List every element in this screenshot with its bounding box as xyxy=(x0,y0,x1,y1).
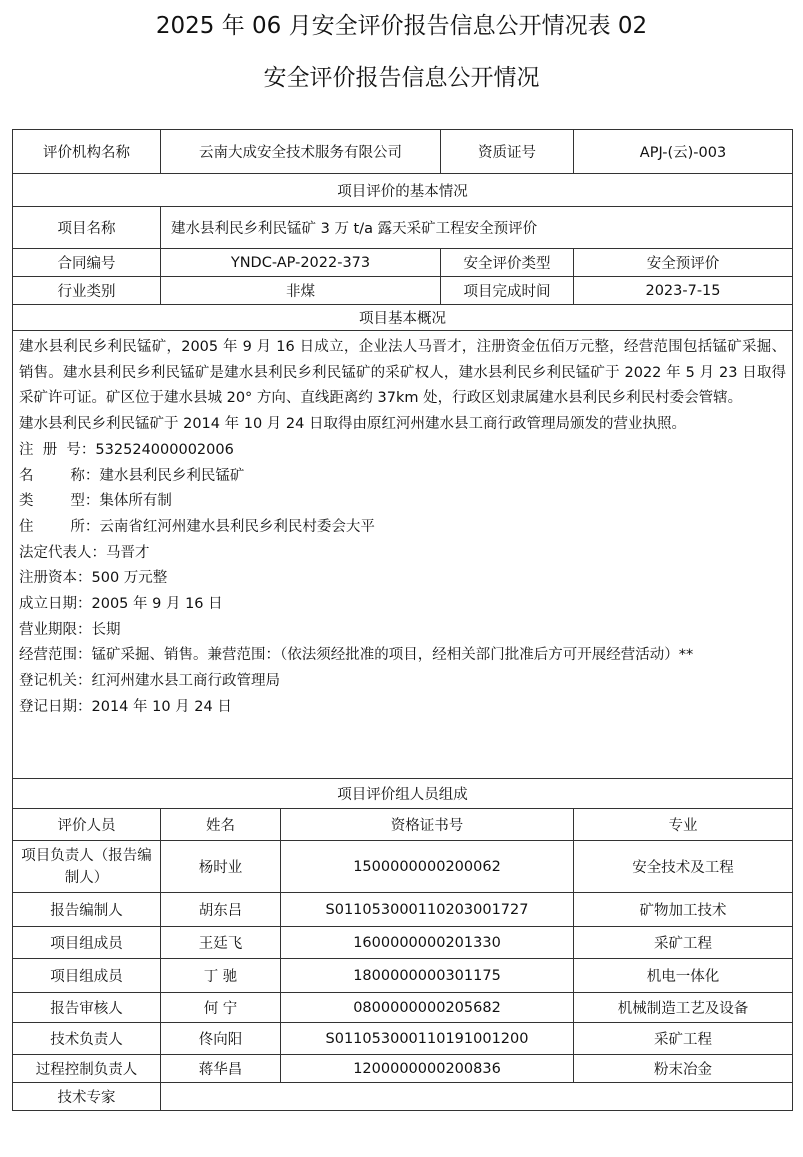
org-value: 云南大成安全技术服务有限公司 xyxy=(161,130,441,174)
table-row xyxy=(13,993,793,1023)
team-name: 何 宁 xyxy=(161,993,281,1023)
team-header-major: 专业 xyxy=(574,809,793,841)
team-name: 胡东吕 xyxy=(161,893,281,927)
team-major: 粉末冶金 xyxy=(574,1055,793,1083)
cert-value: APJ-(云)-003 xyxy=(574,130,793,174)
business-scope: 经营范围：锰矿采掘、销售。兼营范围：（依法须经批准的项目，经相关部门批准后方可开展经营活动）** xyxy=(19,647,694,664)
team-header-name: 姓名 xyxy=(161,809,281,841)
team-cert: S011053000110191001200 xyxy=(281,1023,574,1055)
team-major: 机电一体化 xyxy=(574,959,793,993)
completion-label: 项目完成时间 xyxy=(441,277,574,305)
team-name: 杨时业 xyxy=(161,841,281,893)
project-name-label: 项目名称 xyxy=(13,207,161,249)
team-major: 矿物加工技术 xyxy=(574,893,793,927)
contract-row xyxy=(13,249,793,277)
team-name: 佟向阳 xyxy=(161,1023,281,1055)
overview-section-header: 项目基本概况 xyxy=(13,305,793,331)
project-name-value: 建水县利民乡利民锰矿 3 万 t/a 露天采矿工程安全预评价 xyxy=(161,207,793,249)
overview-paragraph-1: 建水县利民乡利民锰矿，2005 年 9 月 16 日成立，企业法人马晋才，注册资金伍佰万元整，经营范围包括锰矿采掘、销售。建水县利民乡利民锰矿是建水县利民乡利民锰矿的采矿权人，建水县利民乡利民锰矿于 2022 年 5 月 23 日取得采矿许可证。矿区位于建水县城 20° 方向、直线距离约 37km 处，行政区划隶属建水县利民乡利民村委会管辖。 xyxy=(19,339,786,407)
team-role: 项目组成员 xyxy=(13,927,161,959)
completion-value: 2023-7-15 xyxy=(574,277,793,305)
company-name: 名 称：建水县利民乡利民锰矿 xyxy=(19,467,245,484)
table-row xyxy=(13,893,793,927)
company-type: 类 型：集体所有制 xyxy=(19,493,172,510)
eval-type-value: 安全预评价 xyxy=(574,249,793,277)
team-role: 项目组成员 xyxy=(13,959,161,993)
team-role: 项目负责人（报告编制人） xyxy=(13,841,161,893)
registration-date: 登记日期：2014 年 10 月 24 日 xyxy=(19,698,232,715)
contract-label: 合同编号 xyxy=(13,249,161,277)
team-header-row xyxy=(13,809,793,841)
document-title: 2025 年 06 月安全评价报告信息公开情况表 02 xyxy=(155,13,648,39)
team-name: 蒋华昌 xyxy=(161,1055,281,1083)
team-cert: 1200000000200836 xyxy=(281,1055,574,1083)
disclosure-table xyxy=(12,129,793,1111)
eval-type-label: 安全评价类型 xyxy=(441,249,574,277)
registration-number: 注 册 号：532524000002006 xyxy=(19,441,234,458)
project-name-row xyxy=(13,207,793,249)
team-major: 采矿工程 xyxy=(574,1023,793,1055)
expert-value xyxy=(161,1083,793,1111)
overview-paragraph-2: 建水县利民乡利民锰矿于 2014 年 10 月 24 日取得由原红河州建水县工商行政管理局颁发的营业执照。 xyxy=(19,416,686,433)
team-cert: 0800000000205682 xyxy=(281,993,574,1023)
team-role: 报告编制人 xyxy=(13,893,161,927)
company-address: 住 所：云南省红河州建水县利民乡利民村委会大平 xyxy=(19,518,375,535)
team-major: 机械制造工艺及设备 xyxy=(574,993,793,1023)
founded-date: 成立日期：2005 年 9 月 16 日 xyxy=(19,596,223,613)
industry-value: 非煤 xyxy=(161,277,441,305)
table-row xyxy=(13,1055,793,1083)
team-name: 丁 驰 xyxy=(161,959,281,993)
team-name: 王廷飞 xyxy=(161,927,281,959)
cert-label: 资质证号 xyxy=(441,130,574,174)
table-row xyxy=(13,927,793,959)
contract-value: YNDC-AP-2022-373 xyxy=(161,249,441,277)
team-cert: S011053000110203001727 xyxy=(281,893,574,927)
document-subtitle: 安全评价报告信息公开情况 xyxy=(263,65,540,91)
team-section-header: 项目评价组人员组成 xyxy=(13,779,793,809)
team-cert: 1800000000301175 xyxy=(281,959,574,993)
overview-row xyxy=(13,331,793,779)
business-term: 营业期限：长期 xyxy=(19,621,121,638)
expert-row xyxy=(13,1083,793,1111)
table-row xyxy=(13,841,793,893)
team-role: 报告审核人 xyxy=(13,993,161,1023)
basic-section-row xyxy=(13,174,793,207)
org-row xyxy=(13,130,793,174)
legal-representative: 法定代表人：马晋才 xyxy=(19,544,150,561)
registered-capital: 注册资本：500 万元整 xyxy=(19,570,168,587)
team-section-row xyxy=(13,779,793,809)
overview-body xyxy=(13,331,793,779)
team-major: 安全技术及工程 xyxy=(574,841,793,893)
team-cert: 1500000000200062 xyxy=(281,841,574,893)
team-cert: 1600000000201330 xyxy=(281,927,574,959)
team-role: 技术负责人 xyxy=(13,1023,161,1055)
table-row xyxy=(13,959,793,993)
team-header-cert: 资格证书号 xyxy=(281,809,574,841)
expert-label: 技术专家 xyxy=(13,1083,161,1111)
basic-section-header: 项目评价的基本情况 xyxy=(13,174,793,207)
team-role: 过程控制负责人 xyxy=(13,1055,161,1083)
registration-authority: 登记机关：红河州建水县工商行政管理局 xyxy=(19,673,280,690)
org-label: 评价机构名称 xyxy=(13,130,161,174)
industry-row xyxy=(13,277,793,305)
industry-label: 行业类别 xyxy=(13,277,161,305)
team-header-role: 评价人员 xyxy=(13,809,161,841)
team-major: 采矿工程 xyxy=(574,927,793,959)
overview-section-row xyxy=(13,305,793,331)
table-row xyxy=(13,1023,793,1055)
